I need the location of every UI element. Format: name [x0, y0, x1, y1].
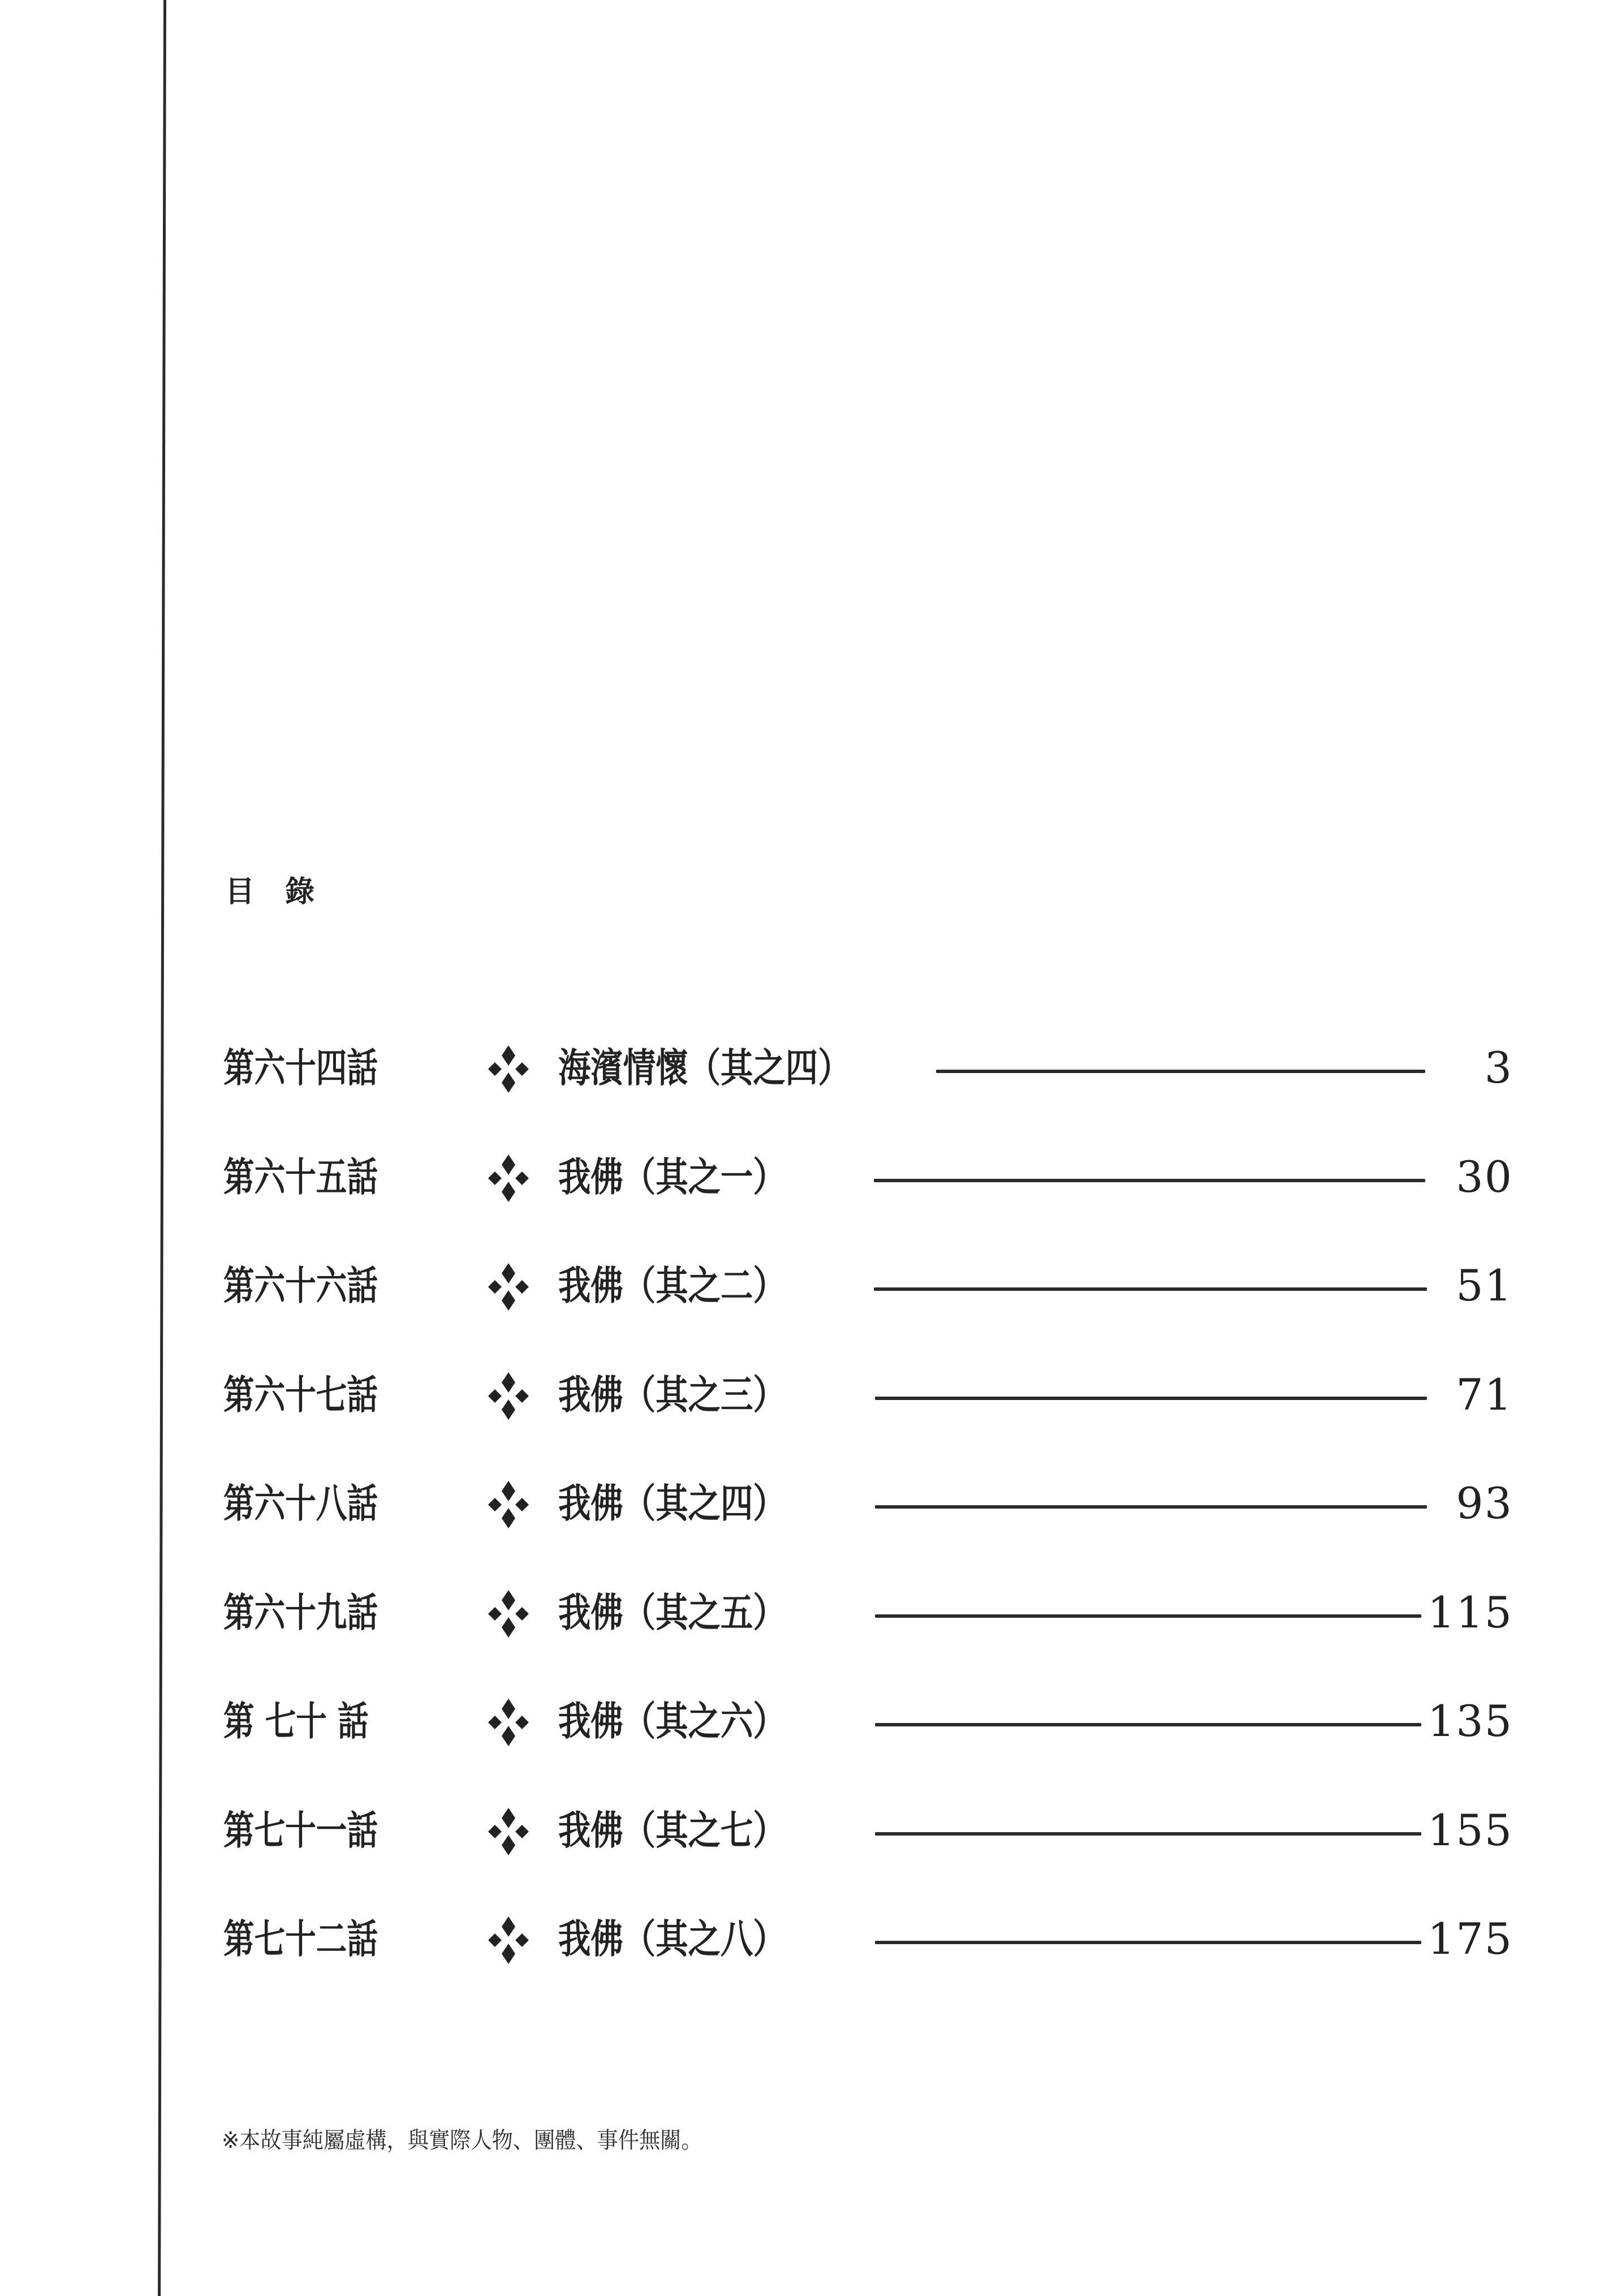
page-number: 135	[1427, 1696, 1513, 1746]
toc-row[interactable]	[223, 1150, 1513, 1259]
toc-row[interactable]	[223, 1912, 1513, 2021]
four-diamond-icon	[485, 1263, 532, 1311]
leader-line	[875, 1723, 1421, 1726]
chapter-label: 第六十九話	[223, 1588, 378, 1636]
chapter-label: 第 七十 話	[223, 1698, 369, 1744]
four-diamond-icon	[485, 1916, 532, 1964]
toc-row[interactable]	[223, 1803, 1513, 1912]
four-diamond-icon	[485, 1808, 532, 1855]
page-number: 93	[1456, 1478, 1513, 1528]
chapter-title: 我佛（其之三）	[558, 1371, 786, 1418]
chapter-title: 我佛（其之七）	[558, 1806, 786, 1854]
chapter-label: 第七十二話	[223, 1915, 378, 1962]
toc-row[interactable]	[223, 1586, 1513, 1695]
page-number: 71	[1456, 1369, 1513, 1420]
leader-line	[936, 1070, 1425, 1073]
toc-row[interactable]	[223, 1368, 1513, 1477]
leader-line	[874, 1179, 1425, 1182]
page-number: 155	[1427, 1804, 1513, 1855]
toc-row[interactable]	[223, 1694, 1513, 1803]
four-diamond-icon	[485, 1481, 532, 1528]
toc-row[interactable]	[223, 1259, 1513, 1368]
chapter-title: 我佛（其之八）	[558, 1915, 786, 1962]
chapter-title: 我佛（其之一）	[558, 1153, 786, 1200]
page-margin-line	[158, 0, 166, 2296]
chapter-label: 第七十一話	[223, 1806, 378, 1854]
four-diamond-icon	[485, 1155, 532, 1202]
page-number: 51	[1456, 1260, 1513, 1311]
toc-row[interactable]	[223, 1476, 1513, 1586]
chapter-title: 我佛（其之二）	[558, 1262, 786, 1309]
page-number: 3	[1484, 1043, 1513, 1093]
toc-heading: 目 錄	[225, 875, 325, 909]
chapter-title: 海濱情懷（其之四）	[558, 1044, 851, 1091]
page-number: 175	[1427, 1914, 1513, 1964]
chapter-label: 第六十六話	[223, 1262, 378, 1309]
chapter-title: 我佛（其之六）	[558, 1698, 786, 1744]
leader-line	[874, 1287, 1427, 1291]
page-number: 30	[1456, 1151, 1513, 1202]
chapter-title: 我佛（其之四）	[558, 1480, 786, 1527]
four-diamond-icon	[485, 1590, 532, 1638]
leader-line	[875, 1832, 1421, 1836]
fiction-disclaimer: ※本故事純屬虛構，與實際人物、團體、事件無關。	[222, 2127, 702, 2153]
chapter-label: 第六十七話	[223, 1371, 378, 1418]
chapter-title: 我佛（其之五）	[558, 1588, 786, 1636]
leader-line	[875, 1941, 1421, 1944]
leader-line	[875, 1397, 1427, 1400]
toc-row[interactable]	[223, 1041, 1513, 1150]
four-diamond-icon	[485, 1372, 532, 1420]
chapter-label: 第六十八話	[223, 1480, 378, 1527]
page-number: 115	[1427, 1587, 1513, 1638]
table-of-contents	[223, 1041, 1513, 2021]
four-diamond-icon	[485, 1045, 532, 1093]
leader-line	[875, 1505, 1427, 1509]
four-diamond-icon	[485, 1699, 532, 1746]
chapter-label: 第六十四話	[223, 1044, 378, 1091]
chapter-label: 第六十五話	[223, 1153, 378, 1200]
leader-line	[875, 1614, 1421, 1618]
